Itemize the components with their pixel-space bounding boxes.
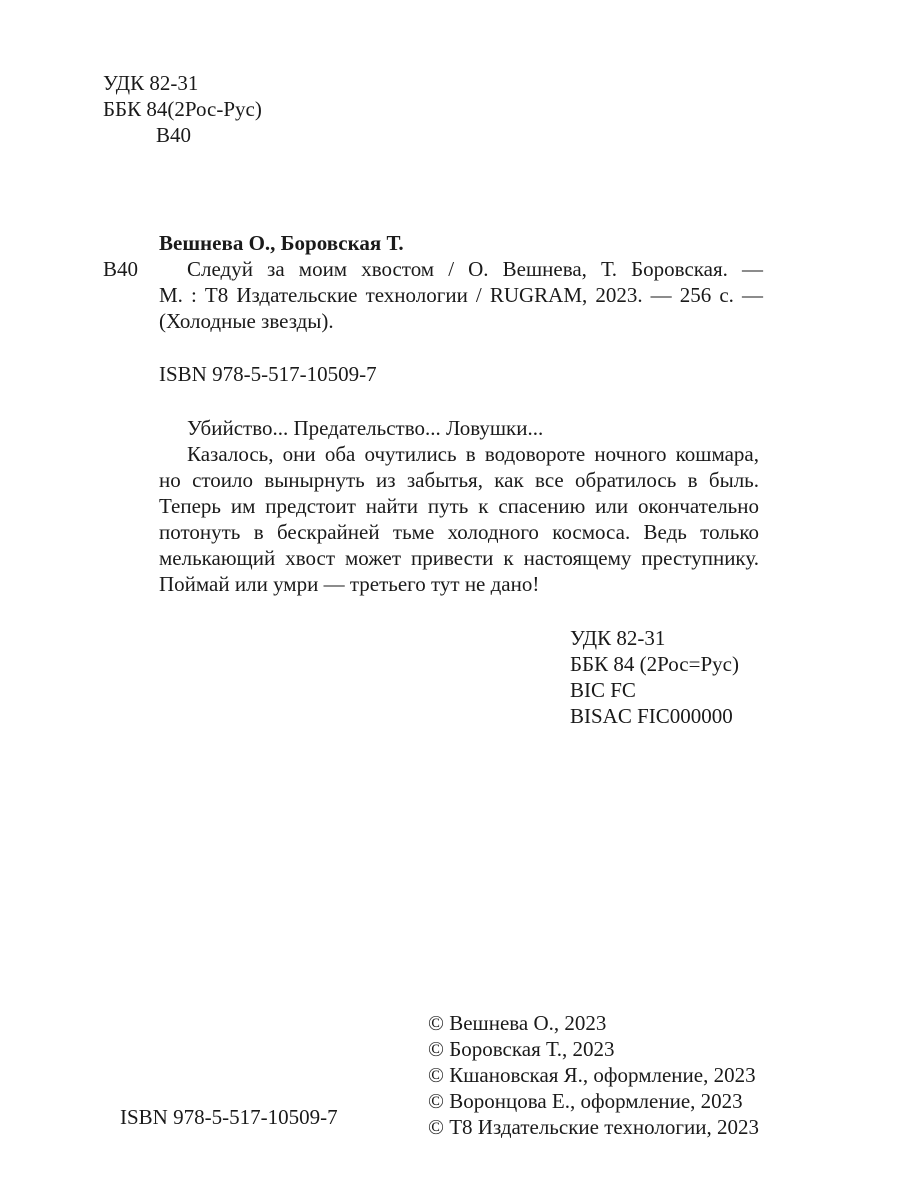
annotation-line: потонуть в бескрайней тьме холодного космоса. Ведь только	[159, 520, 759, 544]
description-line: (Холодные звезды).	[159, 309, 334, 333]
bbk-code: ББК 84(2Рос-Рус)	[103, 97, 262, 121]
copyright-line: © Воронцова Е., оформление, 2023	[428, 1089, 743, 1113]
isbn-main: ISBN 978-5-517-10509-7	[159, 362, 377, 386]
description-line: Следуй за моим хвостом / О. Вешнева, Т. Боровская. —	[187, 257, 763, 281]
copyright-notices	[428, 1010, 759, 1140]
annotation-line: мелькающий хвост может привести к настоящему преступнику.	[159, 546, 759, 570]
bisac-code: BISAC FIC000000	[570, 704, 733, 728]
authors-heading: Вешнева О., Боровская Т.	[159, 231, 404, 255]
bbk-code: ББК 84 (2Рос=Рус)	[570, 652, 739, 676]
bibliographic-record	[103, 230, 763, 334]
author-mark-code: В40	[103, 257, 139, 281]
classification-block-right	[570, 625, 739, 729]
isbn-bottom: ISBN 978-5-517-10509-7	[120, 1105, 338, 1129]
annotation-line: Поймай или умри — третьего тут не дано!	[159, 572, 540, 596]
classification-block-top	[103, 70, 262, 148]
annotation-line: Убийство... Предательство... Ловушки...	[187, 416, 544, 440]
annotation-line: но стоило вынырнуть из забытья, как все обратилось в быль.	[159, 468, 759, 492]
description-line: М. : Т8 Издательские технологии / RUGRAM, 2023. — 256 с. —	[159, 283, 763, 307]
annotation-line: Казалось, они оба очутились в водовороте ночного кошмара,	[187, 442, 759, 466]
copyright-line: © Т8 Издательские технологии, 2023	[428, 1115, 759, 1139]
copyright-line: © Вешнева О., 2023	[428, 1011, 607, 1035]
bic-code: BIC FC	[570, 678, 636, 702]
annotation-line: Теперь им предстоит найти путь к спасению или окончательно	[159, 494, 759, 518]
annotation	[159, 415, 759, 597]
udk-code: УДК 82-31	[570, 626, 666, 650]
copyright-line: © Боровская Т., 2023	[428, 1037, 615, 1061]
author-mark: В40	[156, 123, 192, 147]
copyright-line: © Кшановская Я., оформление, 2023	[428, 1063, 756, 1087]
udk-code: УДК 82-31	[103, 71, 199, 95]
bibliographic-description	[159, 256, 763, 334]
